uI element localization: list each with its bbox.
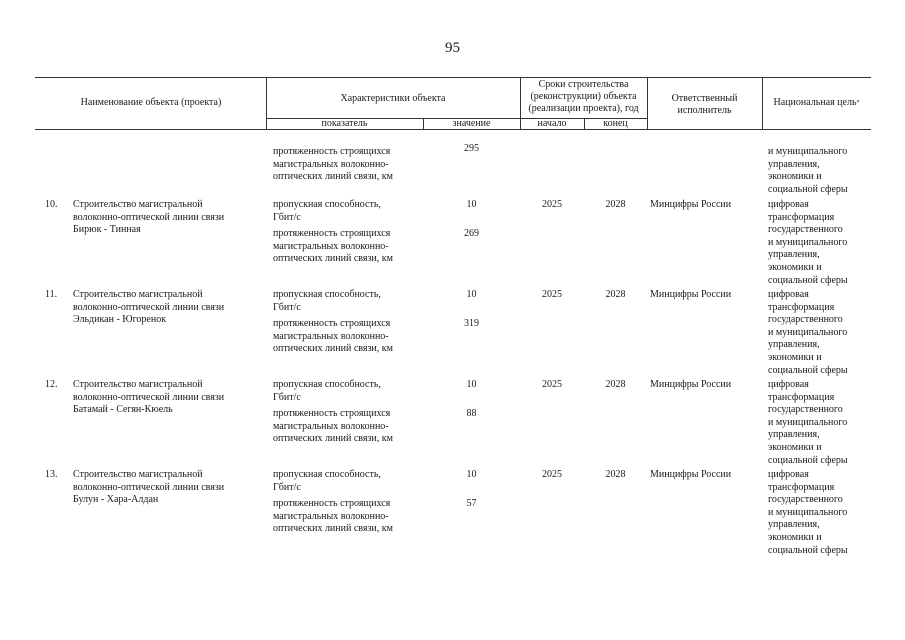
continuation-goal: и муниципального управления, экономики и социальной сферы (768, 146, 848, 195)
header-terms: Сроки строительства (реконструкции) объекта (реализации проекта), год (528, 79, 639, 114)
continuation-value: 295 (464, 143, 479, 154)
responsible-executor: Минцифры России (650, 379, 732, 390)
indicator-bandwidth: пропускная способность, Гбит/с (273, 289, 381, 313)
continuation-indicator: протяженность строящихся магистральных волоконно- оптических линий связи, км (273, 146, 393, 183)
start-year: 2025 (542, 199, 562, 210)
value-length: 88 (466, 408, 477, 419)
indicator-length: протяженность строящихся магистральных волоконно- оптических линий связи, км (273, 498, 393, 535)
value-length: 319 (464, 318, 479, 329)
indicator-length: протяженность строящихся магистральных волоконно- оптических линий связи, км (273, 228, 393, 265)
end-year: 2028 (605, 289, 626, 300)
value-bandwidth: 10 (466, 289, 477, 300)
responsible-executor: Минцифры России (650, 289, 732, 300)
header-name: Наименование объекта (проекта) (80, 97, 222, 108)
row-number: 11. (45, 289, 58, 300)
value-bandwidth: 10 (466, 199, 477, 210)
object-name: Строительство магистральной волоконно-оптической линии связи Булун - Хара-Алдан (73, 469, 225, 506)
header-characteristics: Характеристики объекта (340, 93, 446, 104)
start-year: 2025 (542, 469, 562, 480)
value-bandwidth: 10 (466, 469, 477, 480)
page-number: 95 (445, 40, 460, 56)
header-top-rule (35, 77, 871, 78)
indicator-bandwidth: пропускная способность, Гбит/с (273, 469, 381, 493)
row-number: 10. (45, 199, 58, 210)
row-number: 12. (45, 379, 58, 390)
header-goal-text: Национальная цель (773, 97, 857, 108)
end-year: 2028 (605, 199, 626, 210)
indicator-length: протяженность строящихся магистральных волоконно- оптических линий связи, км (273, 408, 393, 445)
national-goal: цифровая трансформация государственного и муниципального управления, экономики и социальной сферы (768, 289, 848, 376)
end-year: 2028 (605, 469, 626, 480)
start-year: 2025 (542, 379, 562, 390)
row-number: 13. (45, 469, 58, 480)
object-name: Строительство магистральной волоконно-оптической линии связи Бирюк - Тинная (73, 199, 225, 236)
national-goal: цифровая трансформация государственного и муниципального управления, экономики и социальной сферы (768, 469, 848, 556)
national-goal: цифровая трансформация государственного и муниципального управления, экономики и социальной сферы (768, 199, 848, 286)
indicator-bandwidth: пропускная способность, Гбит/с (273, 379, 381, 403)
header-goal (762, 97, 871, 109)
responsible-executor: Минцифры России (650, 199, 732, 210)
header-start: начало (537, 118, 567, 129)
header-responsible: Ответственный исполнитель (671, 93, 738, 116)
end-year: 2028 (605, 379, 626, 390)
footnote-mark: * (856, 100, 860, 106)
national-goal: цифровая трансформация государственного и муниципального управления, экономики и социальной сферы (768, 379, 848, 466)
start-year: 2025 (542, 289, 562, 300)
value-bandwidth: 10 (466, 379, 477, 390)
object-name: Строительство магистральной волоконно-оптической линии связи Эльдикан - Югоренок (73, 289, 225, 326)
value-length: 57 (466, 498, 477, 509)
indicator-bandwidth: пропускная способность, Гбит/с (273, 199, 381, 223)
object-name: Строительство магистральной волоконно-оптической линии связи Батамай - Сегян-Кюель (73, 379, 225, 416)
header-end: конец (603, 118, 628, 129)
indicator-length: протяженность строящихся магистральных волоконно- оптических линий связи, км (273, 318, 393, 355)
responsible-executor: Минцифры России (650, 469, 732, 480)
header-indicator: показатель (321, 118, 368, 129)
header-value: значение (452, 118, 491, 129)
value-length: 269 (464, 228, 479, 239)
